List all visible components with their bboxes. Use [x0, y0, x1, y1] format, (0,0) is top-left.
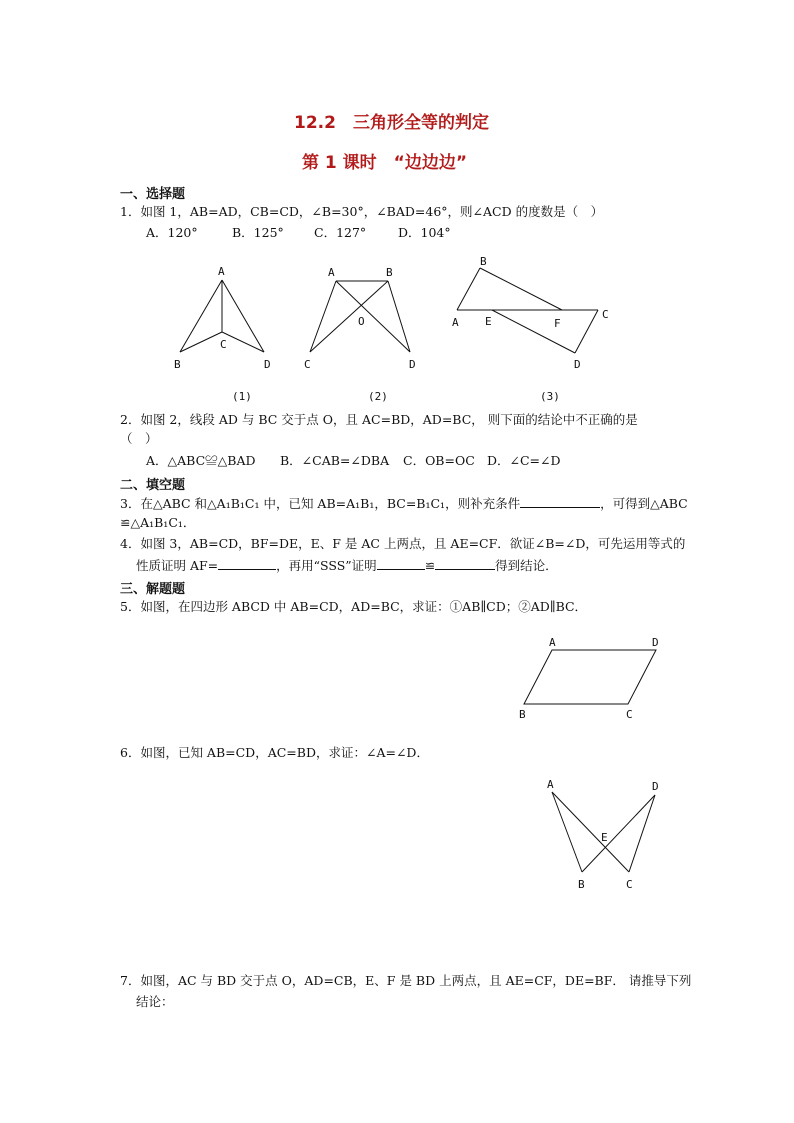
q3-part-1: 3．在△ABC 和△A₁B₁C₁ 中，已知 AB=A₁B₁，BC=B₁C₁，则补充条件	[120, 496, 521, 511]
fig1-label-a: A	[218, 265, 225, 278]
fig1-label-d: D	[264, 358, 271, 371]
fig2-label-o: O	[358, 315, 365, 328]
q4-part-2: ，再用“SSS”证明	[276, 558, 377, 573]
fig3-label-f: F	[554, 317, 561, 330]
page-subtitle: 第 1 课时 “边边边”	[302, 153, 468, 173]
q1-option-b: B．125°	[232, 225, 284, 240]
q2-option-d: D．∠C=∠D	[487, 453, 561, 468]
question-7-line-2: 结论：	[136, 994, 174, 1009]
q5-label-c: C	[626, 708, 633, 721]
fig3-label-e: E	[485, 315, 492, 328]
fig2-label-d: D	[409, 358, 416, 371]
q5-label-b: B	[519, 708, 526, 721]
page-title: 12.2 三角形全等的判定	[294, 113, 489, 133]
question-5-text: 5．如图，在四边形 ABCD 中 AB=CD，AD=BC，求证：①AB∥CD；②AD∥BC．	[120, 599, 588, 614]
fig1-label-b: B	[174, 358, 181, 371]
question-2-bracket: （ ）	[120, 431, 158, 446]
q6-label-e: E	[601, 831, 608, 844]
q6-label-a: A	[547, 778, 554, 791]
figure-2-caption: (2)	[368, 390, 388, 403]
fig2-label-b: B	[386, 266, 393, 279]
fig3-label-d: D	[574, 358, 581, 371]
q2-option-a: A．△ABC≌△BAD	[146, 453, 256, 468]
question-7-text: 7．如图，AC 与 BD 交于点 O，AD=CB，E、F 是 BD 上两点，且 AE=CF，DE=BF． 请推导下列	[120, 973, 692, 988]
q1-option-a: A．120°	[146, 225, 198, 240]
section-heading-solve: 三、解题题	[120, 582, 186, 597]
q2-option-b: B．∠CAB=∠DBA	[280, 453, 390, 468]
q6-label-c: C	[626, 878, 633, 891]
q2-option-c: C．OB=OC	[403, 453, 475, 468]
q5-label-d: D	[652, 636, 659, 649]
figure-1-caption: (1)	[232, 390, 252, 403]
fig3-label-b: B	[480, 255, 487, 268]
question-2-text: 2．如图 2，线段 AD 与 BC 交于点 O，且 AC=BD，AD=BC， 则下面的结论中不正确的是	[120, 412, 638, 427]
q4-part-4: 得到结论．	[495, 558, 558, 573]
fig2-label-a: A	[328, 266, 335, 279]
section-heading-choice: 一、选择题	[120, 187, 186, 202]
question-6-text: 6．如图，已知 AB=CD，AC=BD，求证：∠A=∠D．	[120, 745, 429, 760]
q5-label-a: A	[549, 636, 556, 649]
question-3-line-2: ≌△A₁B₁C₁．	[120, 515, 196, 530]
fig1-label-c: C	[220, 338, 227, 351]
q6-label-b: B	[578, 878, 585, 891]
question-4-text: 4．如图 3，AB=CD，BF=DE，E、F 是 AC 上两点，且 AE=CF．欲证∠B=∠D，可先运用等式的	[120, 536, 686, 551]
q1-option-d: D．104°	[398, 225, 451, 240]
q4-part-1: 性质证明 AF=	[136, 558, 219, 573]
fig2-label-c: C	[304, 358, 311, 371]
q4-congruent-sign: ≌	[424, 558, 436, 573]
question-1-text: 1．如图 1，AB=AD，CB=CD，∠B=30°，∠BAD=46°，则∠ACD 的度数是（ ）	[120, 204, 604, 219]
section-heading-fill: 二、填空题	[120, 478, 186, 493]
q3-part-2: ，可得到△ABC	[600, 496, 688, 511]
figure-3-caption: (3)	[540, 390, 560, 403]
fig3-label-c: C	[602, 308, 609, 321]
q1-option-c: C．127°	[314, 225, 367, 240]
q6-label-d: D	[652, 780, 659, 793]
fig3-label-a: A	[452, 316, 459, 329]
